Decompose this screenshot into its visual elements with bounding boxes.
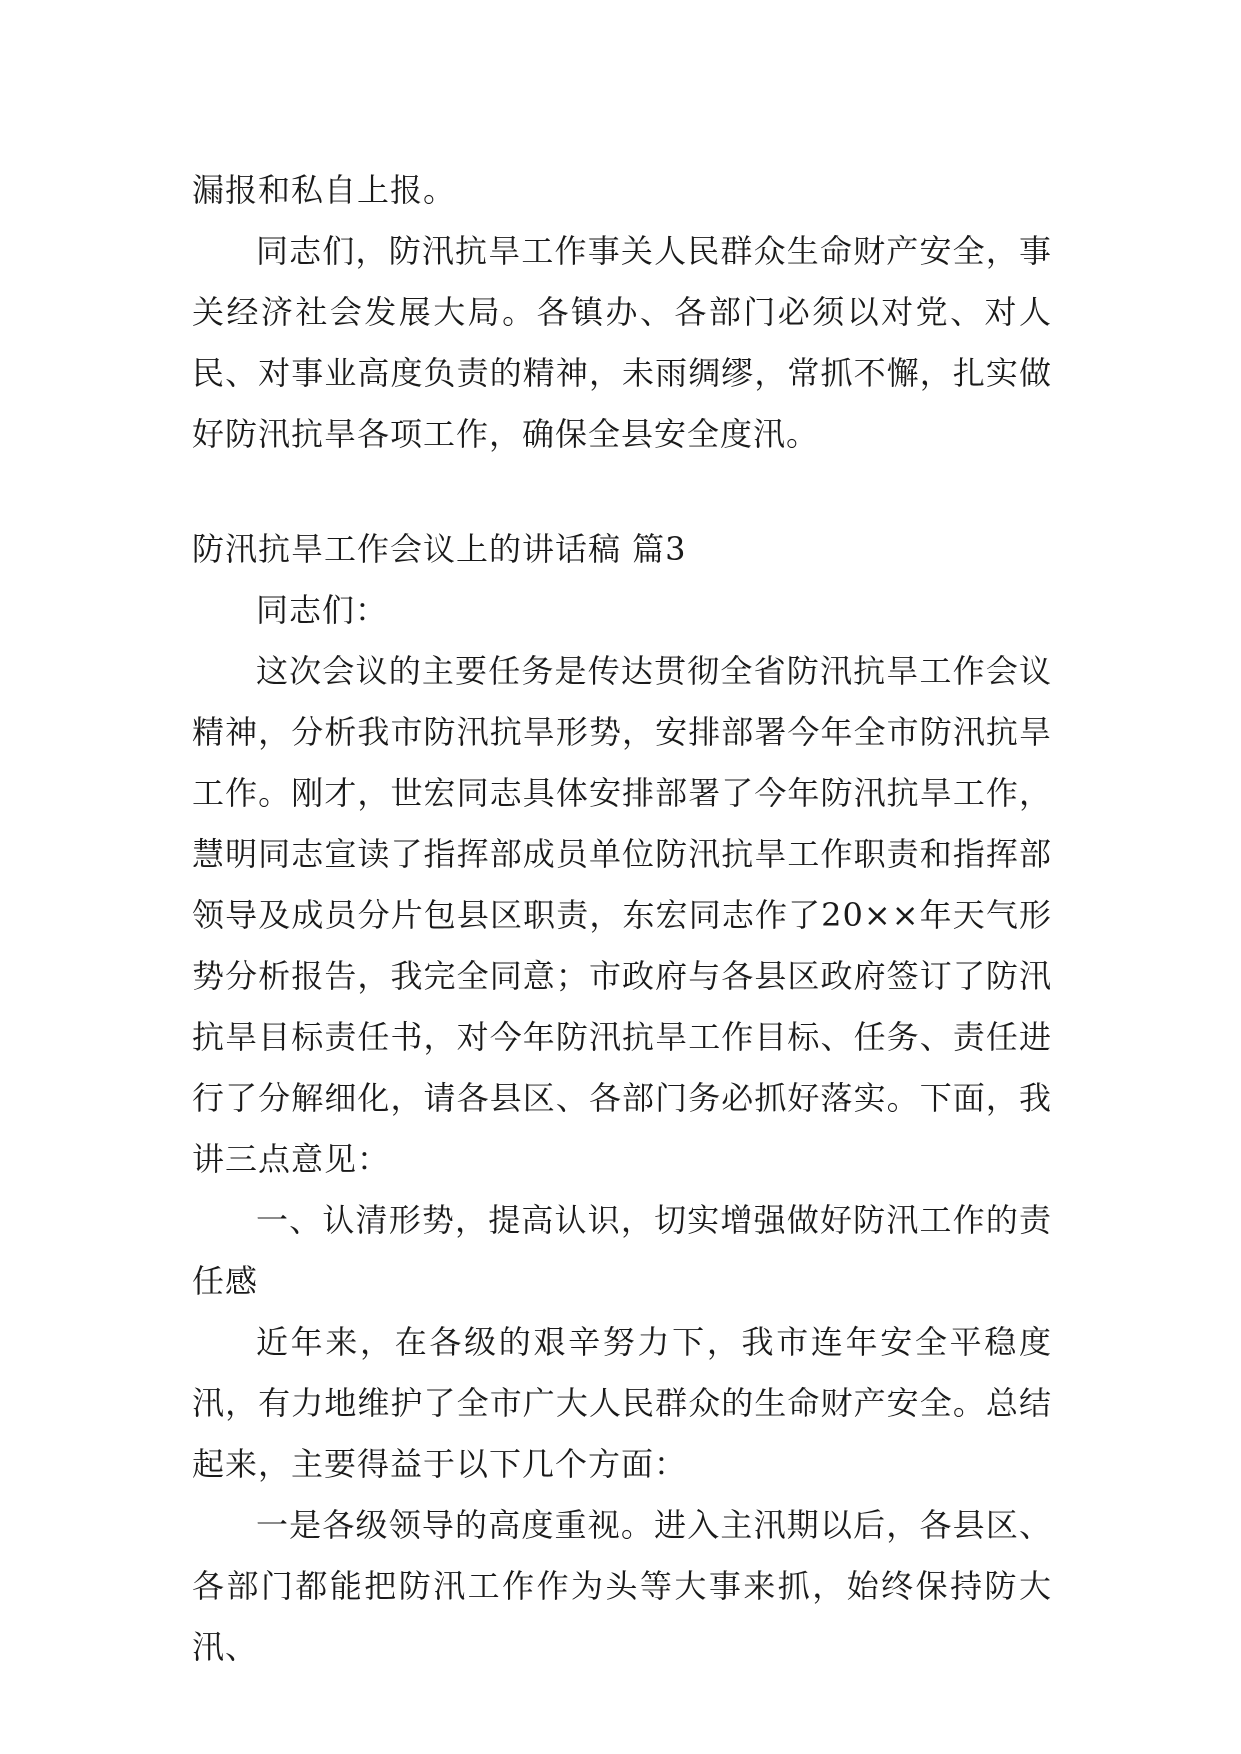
paragraph-point-one-title: 一、认清形势，提高认识，切实增强做好防汛工作的责任感 bbox=[192, 1201, 1052, 1300]
paragraph-continuation: 漏报和私自上报。 bbox=[192, 171, 457, 209]
paragraph-salutation: 同志们： bbox=[256, 591, 389, 629]
section-heading: 防汛抗旱工作会议上的讲话稿 篇3 bbox=[192, 530, 687, 568]
paragraph-closing: 同志们，防汛抗旱工作事关人民群众生命财产安全，事关经济社会发展大局。各镇办、各部门必须以对党、对人民、对事业高度负责的精神，未雨绸缪，常抓不懈，扎实做好防汛抗旱各项工作，确保全县安全度汛。 bbox=[192, 232, 1052, 453]
paragraph-meeting-purpose: 这次会议的主要任务是传达贯彻全省防汛抗旱工作会议精神，分析我市防汛抗旱形势，安排部署今年全市防汛抗旱工作。刚才，世宏同志具体安排部署了今年防汛抗旱工作，慧明同志宣读了指挥部成员单位防汛抗旱工作职责和指挥部领导及成员分片包县区职责，东宏同志作了20××年天气形势分析报告，我完全同意；市政府与各县区政府签订了防汛抗旱目标责任书，对今年防汛抗旱工作目标、任务、责任进行了分解细化，请各县区、各部门务必抓好落实。下面，我讲三点意见： bbox=[192, 652, 1052, 1178]
document-body bbox=[192, 160, 1052, 1678]
paragraph-recent-years: 近年来，在各级的艰辛努力下，我市连年安全平稳度汛，有力地维护了全市广大人民群众的生命财产安全。总结起来，主要得益于以下几个方面： bbox=[192, 1323, 1052, 1483]
paragraph-leadership: 一是各级领导的高度重视。进入主汛期以后，各县区、各部门都能把防汛工作作为头等大事来抓，始终保持防大汛、 bbox=[192, 1506, 1052, 1666]
